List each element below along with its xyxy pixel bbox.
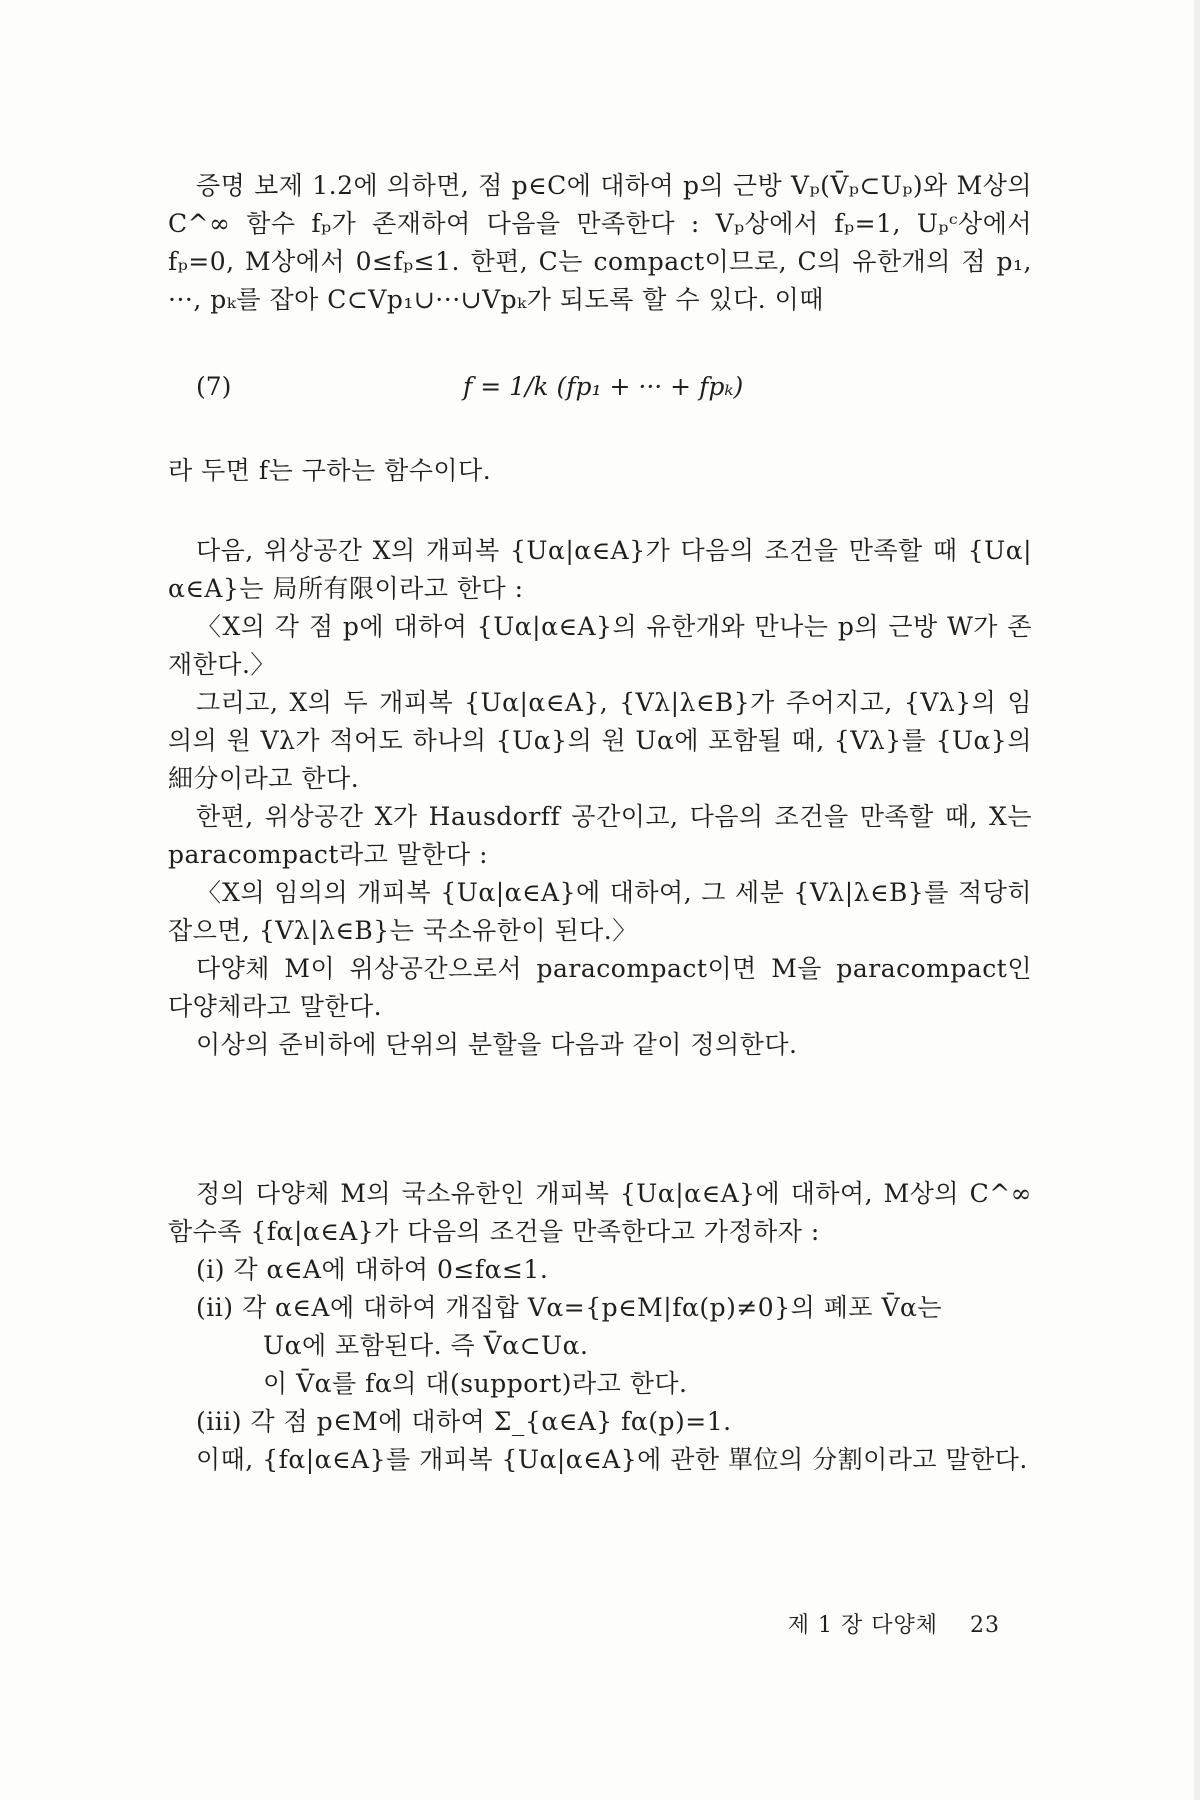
refinement-definition: 그리고, X의 두 개피복 {Uα|α∈A}, {Vλ|λ∈B}가 주어지고, {Vλ}의 임의의 원 Vλ가 적어도 하나의 {Uα}의 원 Uα에 포함될 때, {Vλ}를 {Uα}의 細分이라고 한다. <box>168 688 1032 793</box>
partition-of-unity-definition <box>168 1175 1032 1479</box>
equation-7 <box>168 368 1032 416</box>
proof-paragraph: 증명 보제 1.2에 의하면, 점 p∈C에 대하여 p의 근방 Vₚ(V̄ₚ⊂Uₚ)와 M상의 C^∞ 함수 fₚ가 존재하여 다음을 만족한다 : Vₚ상에서 fₚ=1, Uₚᶜ상에서 fₚ=0, M상에서 0≤fₚ≤1. 한편, C는 compact이므로, C의 유한개의 점 p₁, ···, pₖ를 잡아 C⊂Vp₁∪···∪Vpₖ가 되도록 할 수 있다. 이때 <box>168 171 1032 314</box>
locally-finite-definition: 다음, 위상공간 X의 개피복 {Uα|α∈A}가 다음의 조건을 만족할 때 {Uα|α∈A}는 局所有限이라고 한다 : <box>168 536 1032 603</box>
locally-finite-section <box>168 532 1032 1064</box>
page-footer <box>780 1608 1000 1639</box>
condition-ii-continuation: Uα에 포함된다. 즉 V̄α⊂Uα. <box>263 1331 589 1360</box>
after-equation-section <box>168 452 1032 490</box>
paracompact-definition: 한편, 위상공간 X가 Hausdorff 공간이고, 다음의 조건을 만족할 때, X는 paracompact라고 말한다 : <box>168 802 1032 869</box>
after-equation-text: 라 두면 f는 구하는 함수이다. <box>168 456 492 485</box>
scan-edge-shadow <box>1194 0 1200 1800</box>
page-number: 23 <box>970 1613 1000 1638</box>
equation-formula: f = 1/k (fp₁ + ··· + fpₖ) <box>463 372 744 401</box>
condition-iii: (iii) 각 점 p∈M에 대하여 Σ_{α∈A} fα(p)=1. <box>196 1407 732 1436</box>
transition-sentence: 이상의 준비하에 단위의 분할을 다음과 같이 정의한다. <box>196 1030 798 1059</box>
proof-section <box>168 167 1032 319</box>
paracompact-condition: 〈X의 임의의 개피복 {Uα|α∈A}에 대하여, 그 세분 {Vλ|λ∈B}를 적당히 잡으면, {Vλ|λ∈B}는 국소유한이 된다.〉 <box>168 878 1032 945</box>
paracompact-manifold-definition: 다양체 M이 위상공간으로서 paracompact이면 M을 paracompact인 다양체라고 말한다. <box>168 954 1032 1021</box>
locally-finite-condition: 〈X의 각 점 p에 대하여 {Uα|α∈A}의 유한개와 만나는 p의 근방 W가 존재한다.〉 <box>168 612 1032 679</box>
equation-number: (7) <box>196 372 232 401</box>
condition-ii: (ii) 각 α∈A에 대하여 개집합 Vα={p∈M|fα(p)≠0}의 폐포 V̄α는 <box>196 1293 943 1322</box>
definition-intro: 정의 다양체 M의 국소유한인 개피복 {Uα|α∈A}에 대하여, M상의 C^∞ 함수족 {fα|α∈A}가 다음의 조건을 만족한다고 가정하자 : <box>168 1179 1032 1246</box>
running-head: 제 1 장 다양체 <box>787 1613 938 1638</box>
condition-ii-support-note: 이 V̄α를 fα의 대(support)라고 한다. <box>263 1369 688 1398</box>
condition-i: (i) 각 α∈A에 대하여 0≤fα≤1. <box>196 1255 549 1284</box>
definition-closing: 이때, {fα|α∈A}를 개피복 {Uα|α∈A}에 관한 單位의 分割이라고 말한다. <box>196 1445 1028 1474</box>
